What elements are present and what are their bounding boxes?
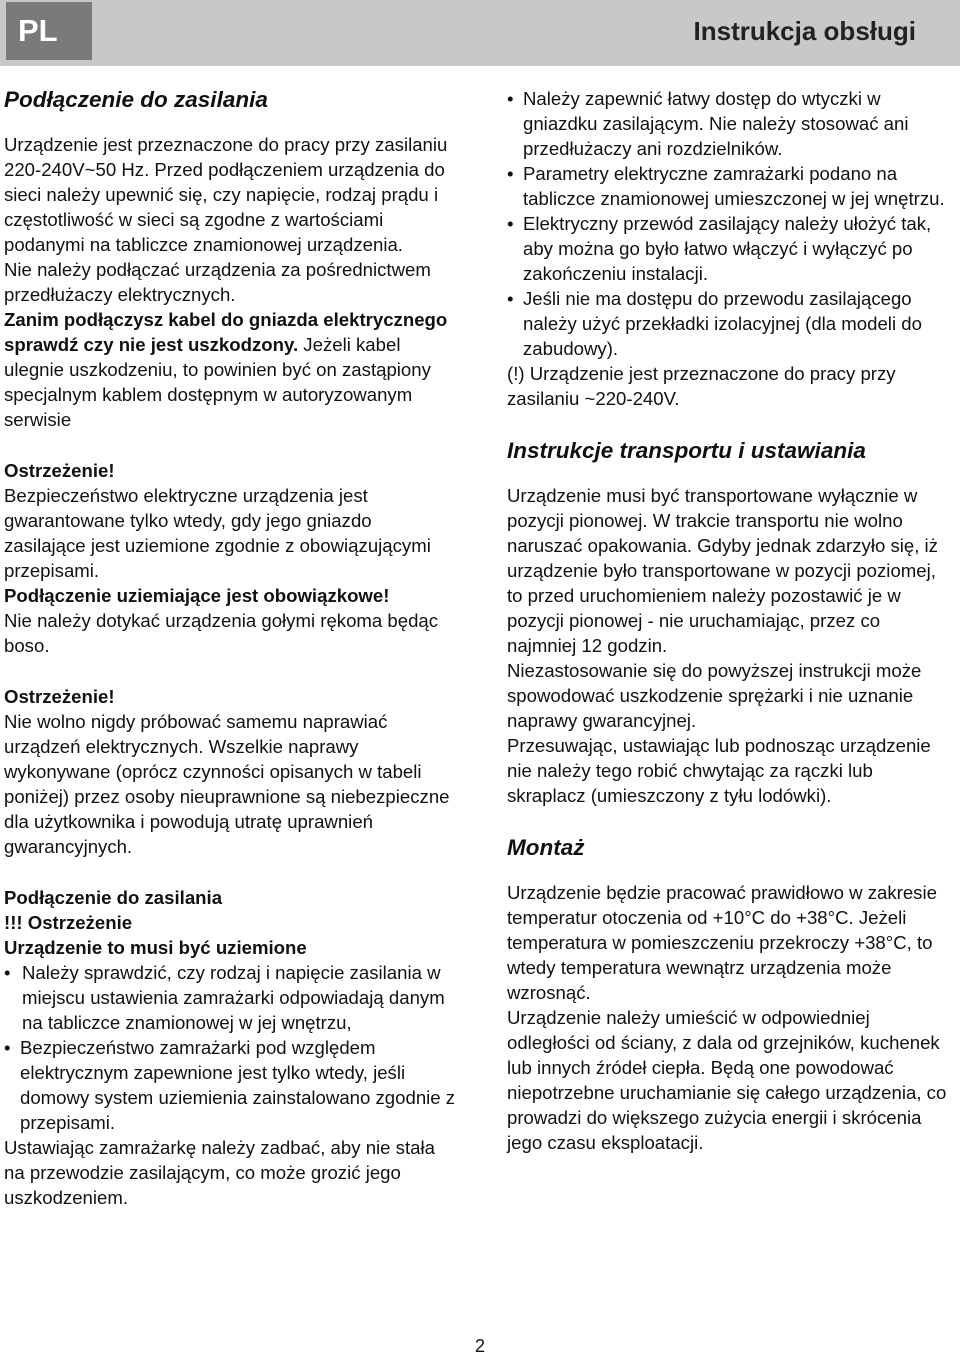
cable-check-rest: Jeżeli kabel ulegnie uszkodzeniu, to powinien być on zastąpiony specjalnym kablem dostępnym w autoryzowanym serwisie <box>4 334 431 430</box>
bullet-icon: • <box>507 88 514 109</box>
no-extension-paragraph: Nie należy podłączać urządzenia za pośrednictwem przedłużaczy elektrycznych. <box>4 259 431 305</box>
no-touch-paragraph: Nie należy dotykać urządzenia gołymi rękoma będąc boso. <box>4 610 439 656</box>
left-column <box>4 86 456 1210</box>
bullet-icon: • <box>507 213 514 234</box>
montaz-paragraph-1: Urządzenie będzie pracować prawidłowo w zakresie temperatur otoczenia od +10°C do +38°C. Jeżeli temperatura w pomieszczeniu przekroczy +38°C, to wtedy temperatura wewnątrz urządzenia może wzrosnąć. <box>507 882 937 1003</box>
list-item: • Parametry elektryczne zamrażarki podano na tabliczce znamionowej umieszczonej w jej wnętrzu. <box>507 163 945 209</box>
bullet-icon: • <box>507 163 514 184</box>
transport-paragraph-2: Niezastosowanie się do powyższej instrukcji może spowodować uszkodzenie sprężarki i nie uznanie naprawy gwarancyjnej. <box>507 660 922 731</box>
final-paragraph: Ustawiając zamrażarkę należy zadbać, aby nie stała na przewodzie zasilającym, co może grozić jego uszkodzeniem. <box>4 1137 435 1208</box>
warning-title-2: Ostrzeżenie! <box>4 686 115 707</box>
section-heading-montaz: Montaż <box>507 835 585 860</box>
warning-text-2: Nie wolno nigdy próbować samemu naprawiać urządzeń elektrycznych. Wszelkie naprawy wykonywane (oprócz czynności opisanych w tabeli poniżej) przez osoby nieuprawnione są niebezpieczne dla użytkownika i powodują utratę uprawnień gwarancyjnych. <box>4 711 450 857</box>
power-ground-note: Urządzenie to musi być uziemione <box>4 937 307 958</box>
cable-check-paragraph <box>4 307 456 432</box>
document-title: Instrukcja obsługi <box>693 16 916 46</box>
right-column <box>507 86 952 1155</box>
page-header <box>0 0 960 66</box>
power-subheading: Podłączenie do zasilania <box>4 887 223 908</box>
list-item: • Jeśli nie ma dostępu do przewodu zasilającego należy użyć przekładki izolacyjnej (dla modeli do zabudowy). <box>507 288 922 359</box>
language-badge: PL <box>6 2 92 60</box>
list-item: • Elektryczny przewód zasilający należy ułożyć tak, aby można go było łatwo włączyć i wyłączyć po zakończeniu instalacji. <box>507 213 932 284</box>
transport-paragraph-3: Przesuwając, ustawiając lub podnosząc urządzenie nie należy tego robić chwytając za rączki lub skraplacz (umieszczony z tyłu lodówki). <box>507 735 931 806</box>
transport-paragraph-1: Urządzenie musi być transportowane wyłącznie w pozycji pionowej. W trakcie transportu nie wolno naruszać opakowania. Gdyby jednak zdarzyło się, iż urządzenie było transportowane w pozycji poziomej, to przed uruchomieniem należy pozostawić je w pozycji pionowej - nie uruchamiając, przez co najmniej 12 godzin. <box>507 485 938 656</box>
cable-check-bold: Zanim podłączysz kabel do gniazda elektrycznego sprawdź czy nie jest uszkodzony. <box>4 309 448 355</box>
list-item: • Należy zapewnić łatwy dostęp do wtyczki w gniazdku zasilającym. Nie należy stosować ani przedłużaczy ani rozdzielników. <box>507 88 909 159</box>
warning-text: Bezpieczeństwo elektryczne urządzenia jest gwarantowane tylko wtedy, gdy jego gniazdo zasilające jest uziemione zgodnie z obowiązującymi przepisami. <box>4 485 431 581</box>
list-item: • Bezpieczeństwo zamrażarki pod względem elektrycznym zapewnione jest tylko wtedy, jeśli domowy system uziemienia zainstalowano zgodnie z przepisami. <box>4 1037 456 1133</box>
bullet-icon: • <box>4 962 11 983</box>
voltage-note: (!) Urządzenie jest przeznaczone do pracy przy zasilaniu ~220-240V. <box>507 363 896 409</box>
section-heading-transport: Instrukcje transportu i ustawiania <box>507 438 866 463</box>
power-intro-paragraph: Urządzenie jest przeznaczone do pracy przy zasilaniu 220-240V~50 Hz. Przed podłączeniem urządzenia do sieci należy upewnić się, czy napięcie, rodzaj prądu i częstotliwość w sieci są zgodne z wartościami podanymi na tabliczce znamionowej urządzenia. <box>4 134 448 255</box>
page-number: 2 <box>475 1336 486 1356</box>
warning-title: Ostrzeżenie! <box>4 460 115 481</box>
power-warning: !!! Ostrzeżenie <box>4 912 133 933</box>
montaz-paragraph-2: Urządzenie należy umieścić w odpowiedniej odległości od ściany, z dala od grzejników, kuchenek lub innych źródeł ciepła. Będą one powodować niepotrzebne uruchamianie się całego urządzenia, co prowadzi do większego zużycia energii i skrócenia jego czasu eksploatacji. <box>507 1007 947 1153</box>
grounding-mandatory: Podłączenie uziemiające jest obowiązkowe! <box>4 585 390 606</box>
bullet-icon: • <box>507 288 514 309</box>
bullet-icon: • <box>4 1037 11 1058</box>
list-item: • Należy sprawdzić, czy rodzaj i napięcie zasilania w miejscu ustawienia zamrażarki odpowiadają danym na tabliczce znamionowej w jej wnętrzu, <box>4 962 445 1033</box>
section-heading-power: Podłączenie do zasilania <box>4 87 268 112</box>
